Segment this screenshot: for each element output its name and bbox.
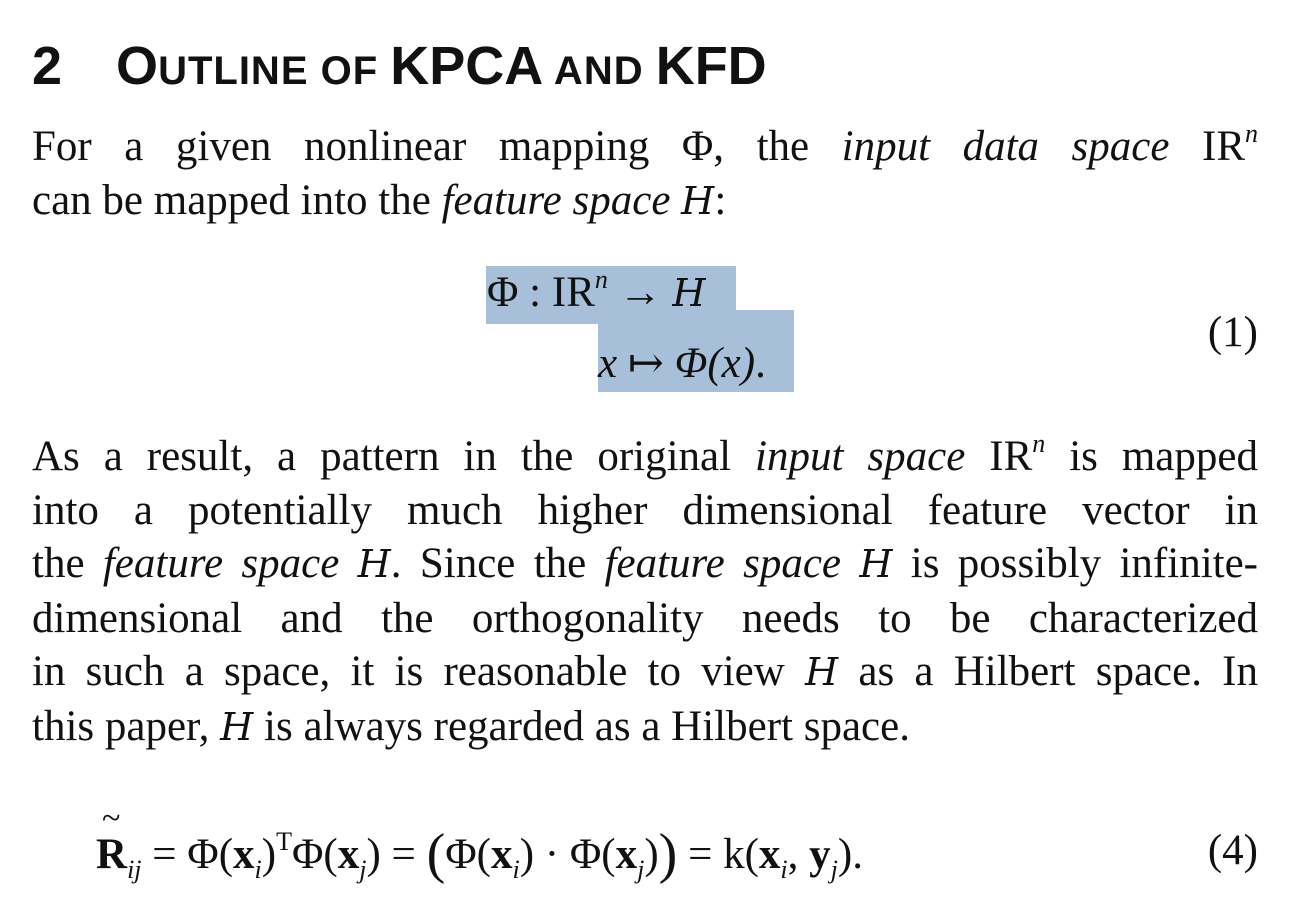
heading-part-o: O: [116, 36, 159, 96]
equation-number-4: (4): [1207, 827, 1258, 874]
heading-part-and: AND: [543, 49, 656, 93]
equation-4: ~ $R_{ij} = \Phi(x_i)^T\Phi(x_j) = (\Phi(x_i) \cdot \Phi(x_j)) = k(x_i$, $y_j$).: [96, 822, 863, 886]
paragraph-line: the feature space H. Since the feature space H is possibly infinite-: [32, 540, 1258, 587]
paragraph-line: in such a space, it is reasonable to view H as a Hilbert space. In: [32, 648, 1258, 695]
equation-number-1: (1): [1207, 309, 1258, 356]
section-heading: [32, 36, 767, 101]
section-number: 2: [32, 36, 63, 96]
heading-part-utline: UTLINE OF: [158, 49, 391, 93]
paragraph-line: As a result, a pattern in the original input space $IR^n$ is mapped: [32, 429, 1258, 480]
paragraph-line: dimensional and the orthogonality needs to be characterized: [32, 594, 1258, 642]
paragraph-line: can be mapped into the feature space H:: [32, 176, 727, 224]
matrix-r-tilde: ~ R: [96, 830, 127, 879]
equation-1-line-1: Φ : $IR^n \to H$: [487, 265, 706, 316]
equation-1-line-2: x ↦ Φ(x).: [598, 340, 766, 387]
paragraph-intro: [32, 120, 1258, 228]
heading-part-kfd: KFD: [655, 36, 767, 96]
paragraph-line: this paper, H is always regarded as a Hilbert space.: [32, 702, 910, 750]
equation-1: [0, 266, 1312, 392]
paragraph-line: For a given nonlinear mapping Φ, the input data space $IR^n$: [32, 119, 1258, 170]
paragraph-line: into a potentially much higher dimensional feature vector in: [32, 486, 1258, 534]
heading-part-kpca: KPCA: [390, 36, 544, 96]
paragraph-result: [32, 430, 1258, 754]
